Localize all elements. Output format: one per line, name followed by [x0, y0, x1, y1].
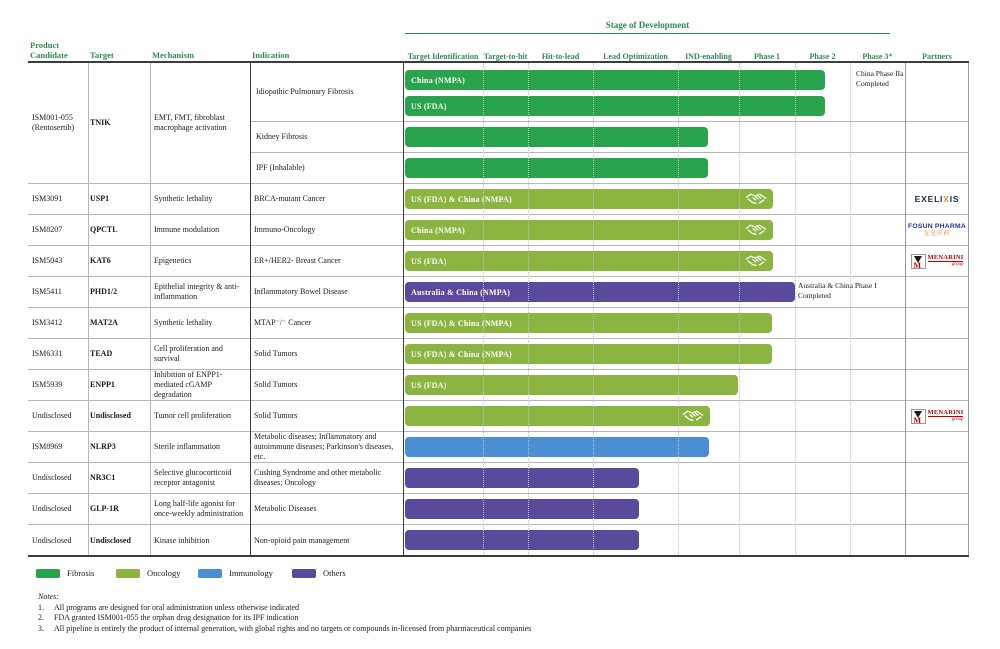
target: USP1: [90, 194, 110, 203]
legend-item-fibrosis: [36, 568, 94, 578]
bar-label: China (NMPA): [411, 75, 466, 85]
partner-logo-menarini: [905, 246, 969, 276]
legend-swatch-fibrosis: [36, 569, 60, 578]
handshake-icon: [744, 254, 768, 268]
stage-header-phase-3: Phase 3⁺: [862, 51, 893, 61]
mechanism: Synthetic lethality: [154, 318, 213, 327]
target: NLRP3: [90, 442, 116, 451]
product-candidate: Undisclosed: [32, 535, 72, 545]
menarini-group-text: group: [951, 262, 964, 268]
indication: ER+/HER2- Breast Cancer: [254, 256, 341, 265]
product-candidate: ISM8969: [32, 442, 63, 451]
mechanism: Cell proliferation and survival: [154, 344, 223, 363]
bar-label: US (FDA) & China (NMPA): [411, 194, 512, 204]
product-candidate: ISM5411: [32, 287, 62, 296]
fosun-pharma-cn-text: 复星医药: [923, 230, 950, 237]
target: Undisclosed: [90, 411, 131, 420]
bar-label: US (FDA) & China (NMPA): [411, 349, 512, 359]
menarini-text: MENARINI: [927, 408, 964, 416]
stage-bar: [405, 189, 773, 209]
handshake-icon: [744, 192, 768, 206]
note-number: 3.: [38, 623, 44, 633]
stage-gridline: [850, 63, 851, 555]
stage-bar: [405, 251, 773, 271]
stage-bar: [405, 220, 773, 240]
product-candidate: ISM5939: [32, 380, 63, 389]
mechanism: EMT, FMT, fibroblast macrophage activation: [154, 113, 227, 132]
pipeline-row-nr3c1: [28, 463, 969, 494]
stage-gridline: [795, 63, 796, 555]
bar-label: Australia & China (NMPA): [411, 287, 511, 297]
legend-label: Fibrosis: [67, 568, 95, 578]
note-text: All pipeline is entirely the product of internal generation, with global rights and no targets or compounds in-licensed from pharmaceutical companies: [54, 623, 532, 633]
notes-section: [38, 592, 531, 634]
mechanism: Selective glucocorticoid receptor antagonist: [154, 468, 232, 487]
indication: Solid Tumors: [254, 349, 298, 358]
target: NR3C1: [90, 473, 116, 482]
indication: Idiopathic Pulmonary Fibrosis: [256, 87, 354, 96]
stage-bar-us-fda: [405, 96, 825, 116]
stage-header-phase-1: Phase 1: [754, 51, 780, 61]
stage-bar: [405, 375, 738, 395]
legend-swatch-oncology: [116, 569, 140, 578]
note-item: [38, 624, 531, 635]
pipeline-row-undisclosed-tumor: [28, 401, 969, 432]
column-divider: [403, 63, 404, 555]
legend-item-immunology: [198, 568, 273, 578]
product-candidate: ISM6331: [32, 349, 63, 358]
stage-bar-china-nmpa: [405, 70, 825, 90]
pipeline-row-ism5043: [28, 246, 969, 277]
table-right-border: [968, 63, 969, 555]
product-candidate: ISM3091: [32, 194, 63, 203]
subrow-ipf: [250, 63, 969, 122]
column-header-indication: Indication: [252, 50, 290, 61]
bar-label: US (FDA) & China (NMPA): [411, 318, 512, 328]
stage-of-development-title: Stage of Development: [605, 20, 690, 30]
pipeline-row-ism5411: [28, 277, 969, 308]
target: TEAD: [90, 349, 113, 358]
subrow-kidney-fibrosis: [250, 122, 969, 153]
mechanism: Kinase inhibition: [154, 535, 210, 545]
menarini-m-icon: M: [911, 409, 926, 424]
product-candidate: ISM001-055 (Rentosertib): [32, 113, 75, 132]
indication: Metabolic diseases; Inflammatory and autoimmune diseases; Parkinson's diseases, etc.: [254, 432, 394, 461]
stage-bar: [405, 499, 639, 519]
pipeline-row-glp-1r: [28, 494, 969, 525]
product-candidate: Undisclosed: [32, 504, 72, 513]
legend-swatch-others: [292, 569, 316, 578]
indication: Solid Tumors: [254, 411, 298, 420]
partner-logo-fosun-pharma: [905, 215, 969, 245]
target: KAT6: [90, 256, 111, 265]
mechanism: Long half-life agonist for once-weekly administration: [154, 499, 244, 518]
stage-bar: [405, 127, 708, 147]
legend-item-oncology: [116, 568, 181, 578]
bar-label: US (FDA): [411, 256, 447, 266]
product-candidate: ISM8207: [32, 225, 63, 234]
stage-gridline: [528, 63, 529, 555]
annotation-china-phase-2a: China Phase IIa Completed: [856, 69, 904, 88]
mechanism: Epigenetics: [154, 256, 192, 265]
product-candidate: ISM3412: [32, 318, 63, 327]
stage-gridline: [483, 63, 484, 555]
subrow-ipf-inhalable: [250, 153, 969, 183]
legend-swatch-immunology: [198, 569, 222, 578]
pipeline-row-ism001-055: [28, 63, 969, 184]
note-item: [38, 603, 531, 614]
stage-bar: [405, 406, 710, 426]
stage-bar: [405, 313, 772, 333]
indication-subrows: [250, 63, 969, 183]
column-divider: [88, 63, 89, 555]
note-item: [38, 613, 531, 624]
exelixis-x-icon: X: [943, 194, 950, 204]
stage-bar: [405, 282, 795, 302]
menarini-text: MENARINI: [927, 253, 964, 261]
stage-bar: [405, 344, 772, 364]
product-candidate: Undisclosed: [32, 411, 72, 420]
note-text: All programs are designed for oral administration unless otherwise indicated: [54, 602, 300, 612]
handshake-icon: [744, 223, 768, 237]
pipeline-row-ism8969: [28, 432, 969, 463]
exelixis-text: IS: [949, 194, 960, 204]
target: Undisclosed: [90, 535, 131, 545]
target: MAT2A: [90, 318, 118, 327]
column-header-mechanism: Mechanism: [152, 50, 195, 61]
column-header-product-candidate: Product Candidate: [30, 40, 68, 61]
mechanism: Sterile inflammation: [154, 442, 220, 451]
stage-header-target-to-hit: Target-to-hit: [483, 51, 528, 61]
indication: BRCA-mutant Cancer: [254, 194, 326, 203]
pipeline-row-kinase: [28, 525, 969, 556]
column-divider: [250, 63, 251, 555]
indication: Cushing Syndrome and other metabolic diseases; Oncology: [254, 468, 382, 487]
target: PHD1/2: [90, 287, 118, 296]
bar-label: China (NMPA): [411, 225, 466, 235]
bar-label: US (FDA): [411, 101, 447, 111]
legend-label: Immunology: [229, 568, 273, 578]
column-divider: [150, 63, 151, 555]
notes-title: Notes:: [38, 592, 59, 601]
stage-header-hit-to-lead: Hit-to-lead: [541, 51, 580, 61]
stage-header-target-identification: Target Identification: [407, 51, 479, 61]
target: ENPP1: [90, 380, 115, 389]
menarini-m-icon: M: [911, 254, 926, 269]
note-text: FDA granted ISM001-055 the orphan drug designation for its IPF indication: [54, 613, 299, 623]
fosun-pharma-text: FOSUN PHARMA: [908, 222, 966, 230]
target: TNIK: [90, 118, 111, 127]
partners-column-divider: [905, 63, 906, 555]
mechanism: Synthetic lethality: [154, 194, 213, 203]
pipeline-table-body: [28, 63, 969, 555]
stage-bar: [405, 468, 639, 488]
partner-logo-exelixis: [905, 184, 969, 214]
annotation-phase-1-completed: Australia & China Phase I Completed: [798, 281, 877, 300]
mechanism: Tumor cell proliferation: [154, 411, 232, 420]
product-candidate: ISM5043: [32, 256, 63, 265]
stage-header-ind-enabling: IND-enabling: [685, 51, 732, 61]
menarini-group-text: group: [951, 417, 964, 423]
mechanism: Immune modulation: [154, 225, 220, 234]
indication: Metabolic Diseases: [254, 504, 317, 513]
stage-header-partners: Partners: [922, 51, 952, 61]
pipeline-row-ism5939: [28, 370, 969, 401]
pipeline-row-ism3091: [28, 184, 969, 215]
pipeline-row-ism3412: [28, 308, 969, 339]
stage-gridline: [593, 63, 594, 555]
legend-item-others: [292, 568, 346, 578]
handshake-icon: [681, 409, 705, 423]
stage-header-lead-optimization: Lead Optimization: [603, 51, 668, 61]
stage-bar: [405, 158, 708, 178]
partner-logo-menarini: [905, 401, 969, 431]
note-number: 1.: [38, 602, 44, 612]
product-candidate: Undisclosed: [32, 473, 72, 482]
indication: MTAP⁻/⁻ Cancer: [254, 318, 311, 327]
exelixis-text: EXELI: [914, 194, 944, 204]
pipeline-row-ism8207: [28, 215, 969, 246]
indication: Solid Tumors: [254, 380, 298, 389]
indication: Immuno-Oncology: [254, 225, 316, 234]
column-header-target: Target: [90, 50, 114, 61]
stage-bar: [405, 530, 639, 550]
target: QPCTL: [90, 225, 118, 234]
table-bottom-border: [28, 555, 969, 557]
indication: Inflammatory Bowel Disease: [254, 287, 348, 296]
legend-label: Oncology: [147, 568, 181, 578]
indication: IPF (Inhalable): [256, 163, 305, 172]
bar-label: US (FDA): [411, 380, 447, 390]
legend-label: Others: [323, 568, 346, 578]
indication: Kidney Fibrosis: [256, 132, 308, 141]
mechanism: Inhibition of ENPP1-mediated cGAMP degradation: [154, 370, 223, 399]
stage-title-underline: [405, 33, 890, 34]
indication: Non-opioid pain management: [254, 535, 350, 545]
note-number: 2.: [38, 613, 44, 623]
stage-bar: [405, 437, 709, 457]
target: GLP-1R: [90, 504, 119, 513]
stage-gridline: [678, 63, 679, 555]
stage-gridline: [739, 63, 740, 555]
mechanism: Epithelial integrity & anti-inflammation: [154, 282, 240, 301]
pipeline-row-ism6331: [28, 339, 969, 370]
stage-header-phase-2: Phase 2: [809, 51, 836, 61]
